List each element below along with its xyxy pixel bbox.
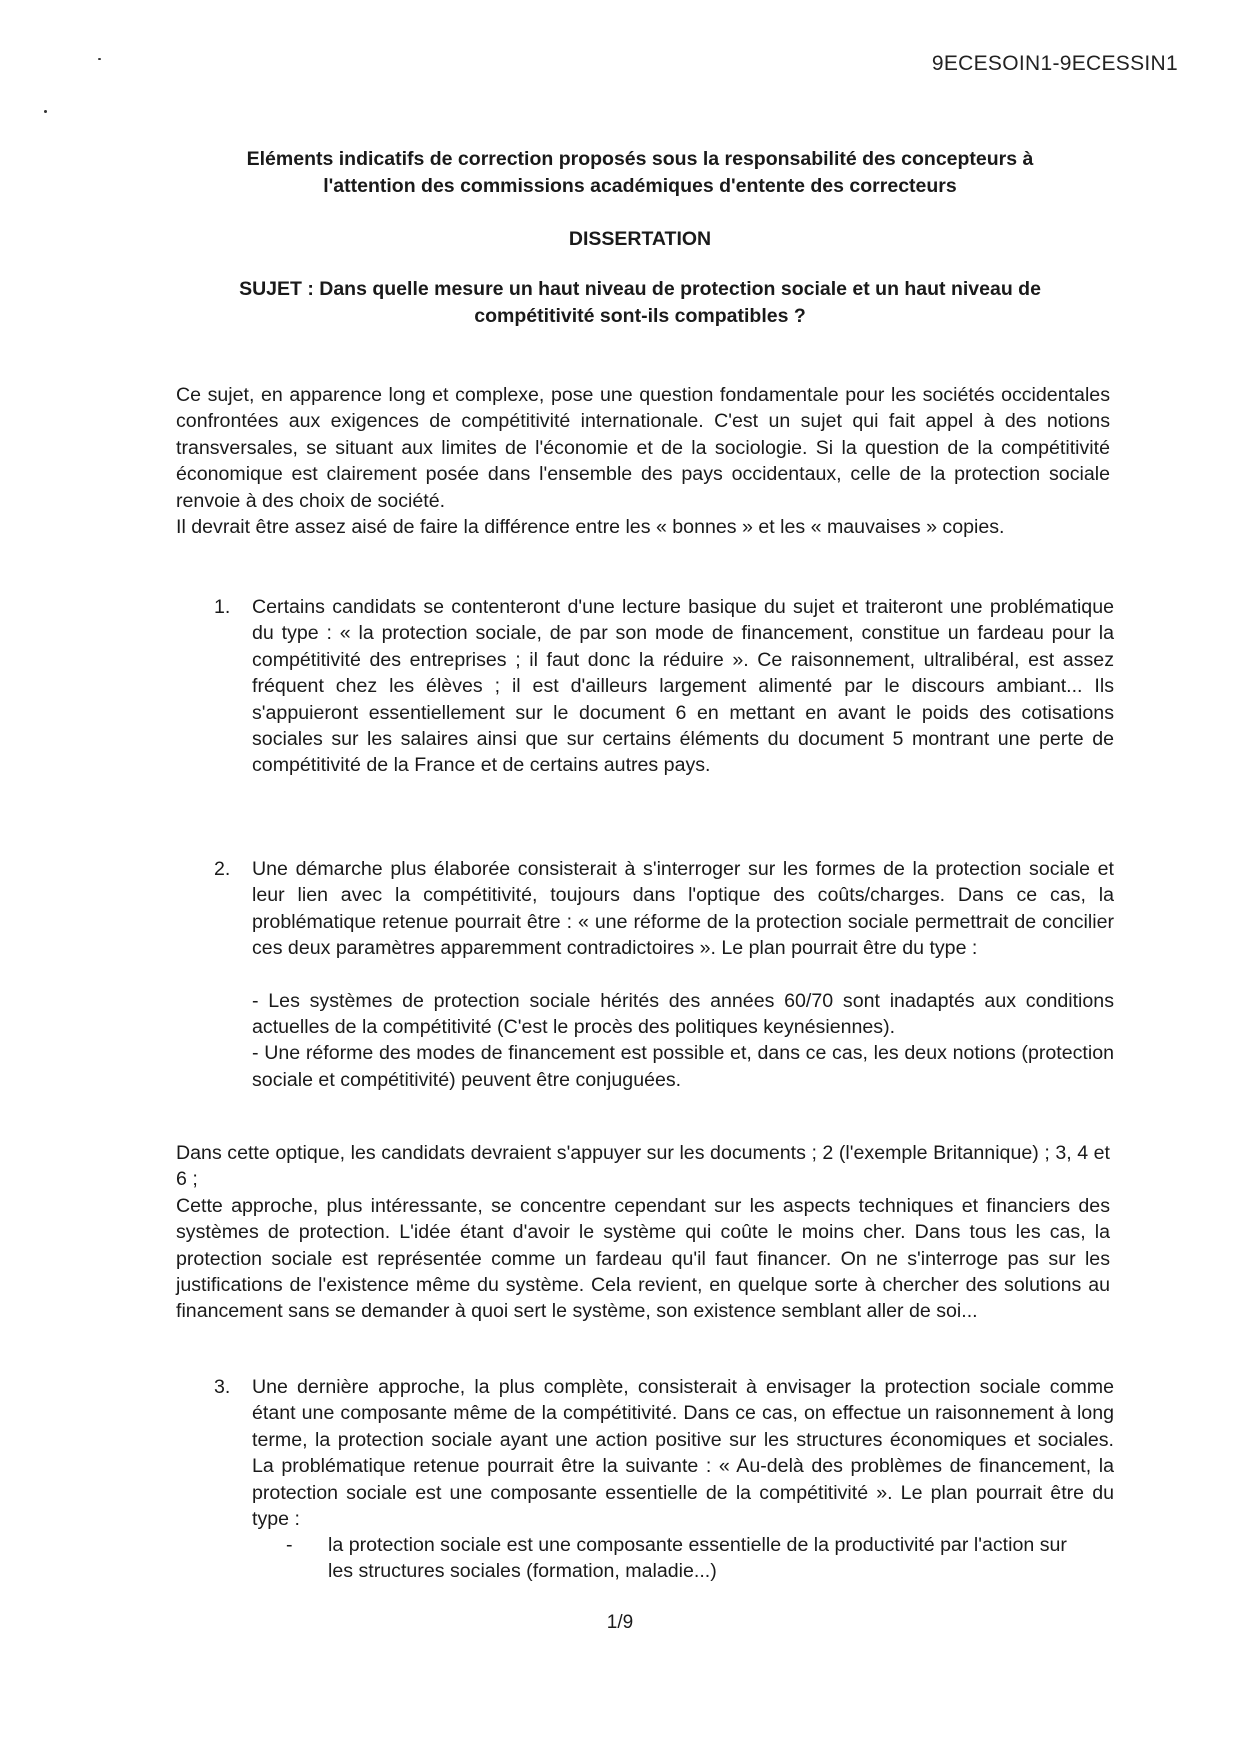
scan-speck: [98, 58, 101, 60]
list-number: 3.: [214, 1376, 231, 1398]
scan-speck: [44, 110, 47, 113]
intro-paragraph: [176, 382, 1110, 540]
dash-bullet: -: [286, 1534, 293, 1556]
list-item-text: Une démarche plus élaborée consisterait à s'interroger sur les formes de la protection sociale et leur lien avec la compétitivité, toujours dans l'optique des coûts/charges. Dans ce cas, la problématique retenue pourrait être : « une réforme de la protection sociale permettrait de concilier ces deux paramètres apparemment contradictoires ». Le plan pourrait être du type :: [252, 858, 1114, 960]
list-item-text: Certains candidats se contenteront d'une lecture basique du sujet et traiteront une problématique du type : « la protection sociale, de par son mode de financement, constitue un fardeau pour la compétitivité des entreprises ; il faut donc la réduire ». Ce raisonnement, ultralibéral, est assez fréquent chez les élèves ; il est d'ailleurs largement alimenté par le discours ambiant... Ils s'appuieront essentiellement sur le document 6 en mettant en avant le poids des cotisations sociales sur les salaires ainsi que sur certains éléments du document 5 montrant une perte de compétitivité de la France et de certains autres pays.: [252, 596, 1114, 777]
list-number: 1.: [214, 596, 231, 618]
middle-paragraph: [176, 1140, 1110, 1325]
middle-paragraph-1: Dans cette optique, les candidats devraient s'appuyer sur les documents ; 2 (l'exemple Britannique) ; 3, 4 et 6 ;: [176, 1142, 1110, 1191]
document-reference: 9ECESOIN1-9ECESSIN1: [931, 52, 1178, 75]
dash-item-text: la protection sociale est une composante essentielle de la productivité par l'action sur les structures sociales (formation, maladie...): [328, 1534, 1067, 1583]
subject-heading: [170, 276, 1110, 330]
title-line-2: l'attention des commissions académiques d'entente des correcteurs: [323, 175, 957, 197]
plan-dash-item: [286, 1532, 1076, 1585]
middle-paragraph-2: Cette approche, plus intéressante, se concentre cependant sur les aspects techniques et financiers des systèmes de protection. L'idée étant d'avoir le système qui coûte le moins cher. Dans tous les cas, la protection sociale est représentée comme un fardeau qu'il faut financer. On ne s'interroge pas sur les justifications de l'existence même du système. Cela revient, en quelque sorte à chercher des solutions au financement sans se demander à quoi sert le système, son existence semblant aller de soi...: [176, 1194, 1110, 1323]
plan-outline: [252, 988, 1114, 1094]
list-item-1: [214, 594, 1114, 779]
section-heading: DISSERTATION: [568, 228, 712, 250]
subject-line-2: compétitivité sont-ils compatibles ?: [474, 305, 806, 327]
document-title: [170, 146, 1110, 200]
list-item-3: [214, 1374, 1114, 1532]
list-item-2: [214, 856, 1114, 1093]
intro-paragraph-1: Ce sujet, en apparence long et complexe, pose une question fondamentale pour les sociétés occidentales confrontées aux exigences de compétitivité internationale. C'est un sujet qui fait appel à des notions transversales, se situant aux limites de l'économie et de la sociologie. Si la question de la compétitivité économique est clairement posée dans l'ensemble des pays occidentaux, celle de la protection sociale renvoie à des choix de société.: [176, 384, 1110, 512]
plan-point-2: - Une réforme des modes de financement est possible et, dans ce cas, les deux notions (protection sociale et compétitivité) peuvent être conjuguées.: [252, 1042, 1114, 1091]
subject-line-1: SUJET : Dans quelle mesure un haut niveau de protection sociale et un haut niveau de: [239, 278, 1041, 300]
list-item-text: Une dernière approche, la plus complète, consisterait à envisager la protection sociale comme étant une composante même de la compétitivité. Dans ce cas, on effectue un raisonnement à long terme, la protection sociale ayant une action positive sur les structures économiques et sociales. La problématique retenue pourrait être la suivante : « Au-delà des problèmes de financement, la protection sociale est une composante essentielle de la compétitivité ». Le plan pourrait être du type :: [252, 1376, 1114, 1531]
plan-point-1: - Les systèmes de protection sociale hérités des années 60/70 sont inadaptés aux conditions actuelles de la compétitivité (C'est le procès des politiques keynésiennes).: [252, 989, 1114, 1039]
page-number: 1/9: [606, 1612, 634, 1633]
list-number: 2.: [214, 858, 231, 880]
title-line-1: Eléments indicatifs de correction proposés sous la responsabilité des concepteurs à: [246, 148, 1034, 170]
intro-paragraph-2: Il devrait être assez aisé de faire la différence entre les « bonnes » et les « mauvaises » copies.: [176, 516, 1005, 539]
